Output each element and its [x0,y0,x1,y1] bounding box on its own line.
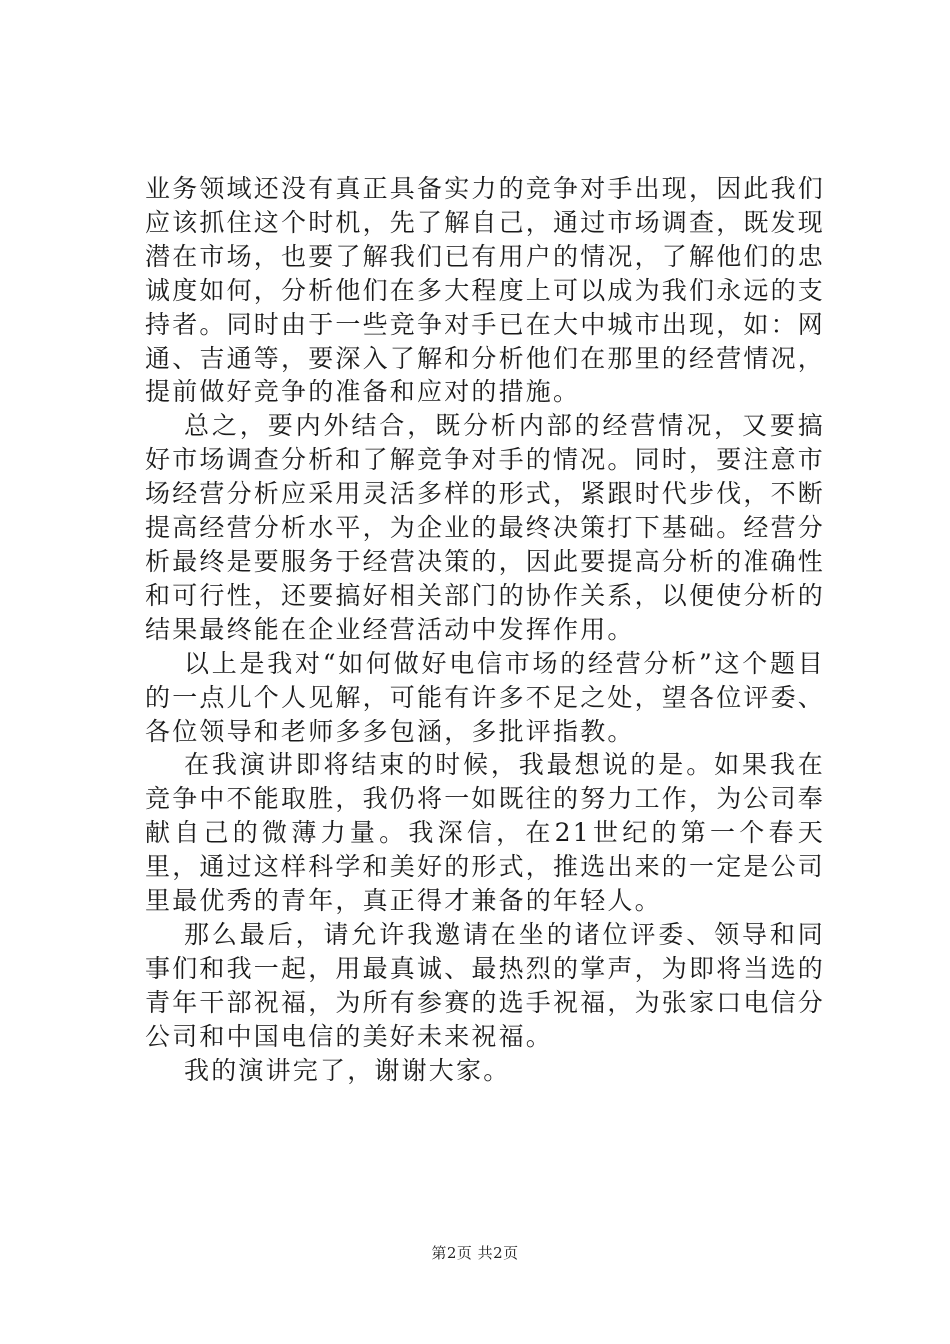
paragraph-closing-remarks: 在我演讲即将结束的时候，我最想说的是。如果我在竞争中不能取胜，我仍将一如既往的努力工作，为公司奉献自己的微薄力量。我深信，在21世纪的第一个春天里，通过这样科学和美好的形式，推选出来的一定是公司里最优秀的青年，真正得才兼备的年轻人。 [145,750,826,916]
paragraph-continued: 业务领域还没有真正具备实力的竞争对手出现，因此我们应该抓住这个时机，先了解自己，通过市场调查，既发现潜在市场，也要了解我们已有用户的情况，了解他们的忠诚度如何，分析他们在多大程度上可以成为我们永远的支持者。同时由于一些竞争对手已在大中城市出现，如：网通、吉通等，要深入了解和分析他们在那里的经营情况，提前做好竞争的准备和应对的措施。 [145,174,826,407]
paragraph-invitation: 那么最后，请允许我邀请在坐的诸位评委、领导和同事们和我一起，用最真诚、最热烈的掌声，为即将当选的青年干部祝福，为所有参赛的选手祝福，为张家口电信分公司和中国电信的美好未来祝福。 [145,919,826,1051]
paragraph-opinion: 以上是我对“如何做好电信市场的经营分析”这个题目的一点儿个人见解，可能有许多不足之处，望各位评委、各位领导和老师多多包涵，多批评指教。 [145,648,826,746]
document-body [145,172,825,1087]
paragraph-summary: 总之，要内外结合，既分析内部的经营情况，又要搞好市场调查分析和了解竞争对手的情况。同时，要注意市场经营分析应采用灵活多样的形式，紧跟时代步伐，不断提高经营分析水平，为企业的最终决策打下基础。经营分析最终是要服务于经营决策的，因此要提高分析的准确性和可行性，还要搞好相关部门的协作关系，以便使分析的结果最终能在企业经营活动中发挥作用。 [145,411,826,644]
paragraph-thanks: 我的演讲完了，谢谢大家。 [184,1055,511,1085]
page-number-footer: 第2页 共2页 [431,1244,519,1262]
